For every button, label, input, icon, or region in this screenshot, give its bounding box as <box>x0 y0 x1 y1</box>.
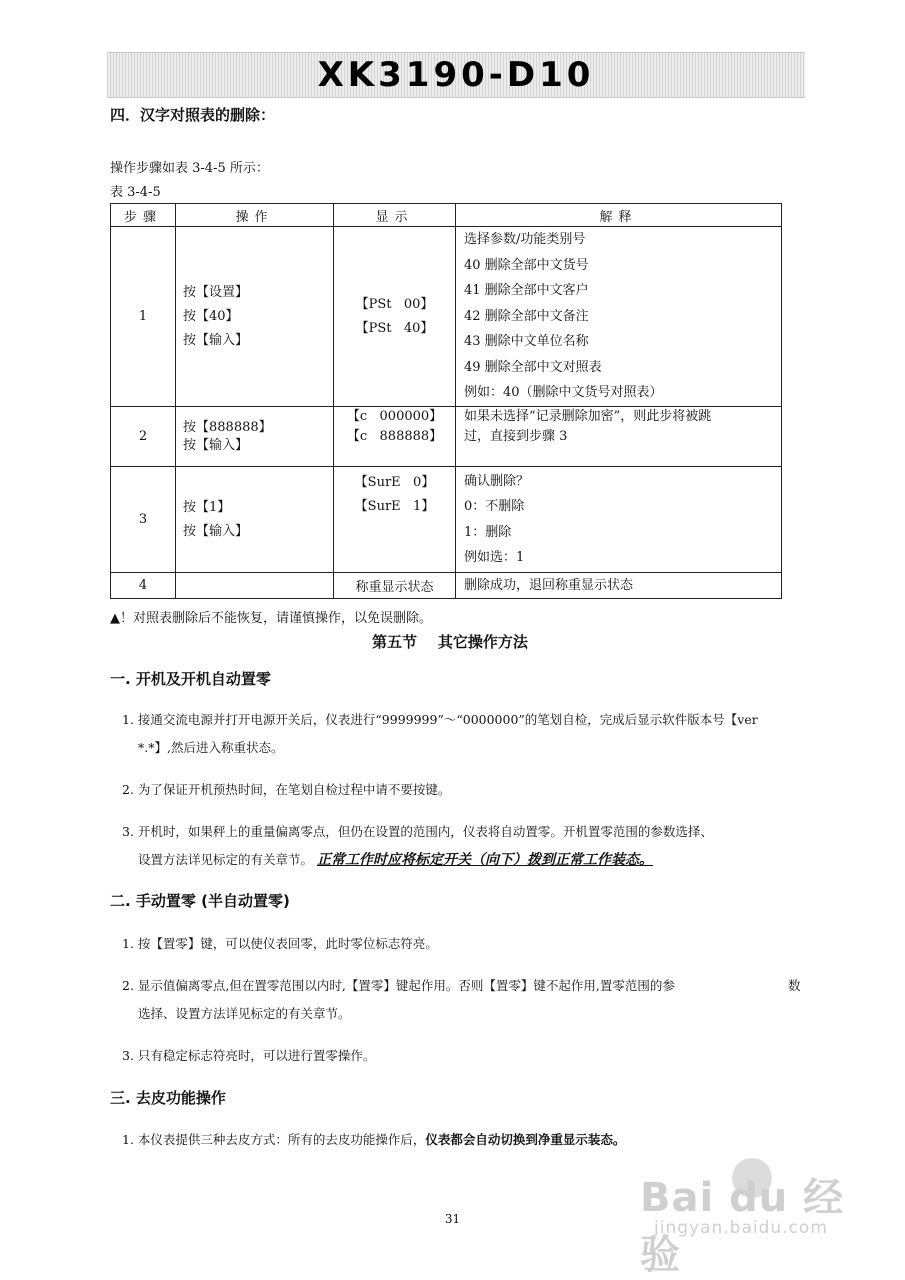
disp-cell <box>334 227 456 407</box>
op-line: 按【输入】 <box>183 523 249 539</box>
table-header-row <box>111 204 782 227</box>
s3-item-1-emphasis: 仪表都会自动切换到净重显示装态。 <box>425 1132 626 1147</box>
section-2-heading: 二. 手动置零 (半自动置零) <box>110 892 290 910</box>
op-cell <box>176 227 334 407</box>
disp-line: 【SurE 0】 <box>354 475 435 490</box>
s1-item-2: 2. 为了保证开机预热时间，在笔划自检过程中请不要按键。 <box>122 782 451 797</box>
chapter-title: 第五节 其它操作方法 <box>372 633 528 651</box>
header-exp: 解释 <box>456 204 782 227</box>
step-number: 3 <box>111 467 176 573</box>
section-4-heading: 四．汉字对照表的删除： <box>110 106 276 124</box>
disp-line: 【c 888888】 <box>346 429 443 444</box>
s2-item-2: 2. 显示值偏离零点,但在置零范围以内时,【置零】键起作用。否则【置零】键不起作用,置零范围的参 <box>122 978 675 993</box>
op-cell <box>176 407 334 467</box>
exp-line: 1：删除 <box>464 524 512 540</box>
document-header <box>107 52 805 98</box>
s2-item-2-tail: 数 <box>788 978 801 993</box>
table-caption: 表 3-4-5 <box>110 185 161 200</box>
op-cell <box>176 467 334 573</box>
exp-line: 例如选：1 <box>464 550 525 565</box>
disp-line: 【SurE 1】 <box>354 499 435 514</box>
s3-item-1 <box>122 1130 625 1148</box>
table-row <box>111 227 782 407</box>
section-1-heading: 一. 开机及开机自动置零 <box>110 670 271 688</box>
exp-line: 43 删除中文单位名称 <box>464 334 589 350</box>
s1-item-3-text: 设置方法详见标定的有关章节。 <box>138 852 314 867</box>
step-number: 1 <box>111 227 176 407</box>
disp-cell: 称重显示状态 <box>334 573 456 599</box>
steps-table <box>110 203 782 599</box>
disp-line: 【PSt 40】 <box>355 320 434 336</box>
table-row <box>111 573 782 599</box>
disp-line: 【PSt 00】 <box>355 296 434 312</box>
disp-cell <box>334 467 456 573</box>
exp-line: 41 删除全部中文客户 <box>464 283 589 299</box>
exp-line: 选择参数/功能类别号 <box>464 232 586 248</box>
exp-line: 49 删除全部中文对照表 <box>464 359 602 375</box>
header-op: 操作 <box>176 204 334 227</box>
exp-cell <box>456 227 782 407</box>
header-step: 步骤 <box>111 204 176 227</box>
op-line: 按【1】 <box>183 499 231 515</box>
section-3-heading: 三. 去皮功能操作 <box>110 1089 226 1107</box>
exp-cell <box>456 573 782 599</box>
s1-item-3-cont <box>138 849 653 869</box>
disp-cell <box>334 407 456 467</box>
s1-item-3-emphasis: 正常工作时应将标定开关（向下）拨到正常工作装态。 <box>317 852 653 868</box>
s1-item-3: 3. 开机时，如果秤上的重量偏离零点，但仍在设置的范围内，仪表将自动置零。开机置零范围的参数选择、 <box>122 824 713 839</box>
op-line: 按【输入】 <box>183 437 249 453</box>
section-4-intro: 操作步骤如表 3-4-5 所示： <box>110 161 269 176</box>
warning-note: ▲！对照表删除后不能恢复，请谨慎操作，以免误删除。 <box>110 611 432 626</box>
disp-line: 【c 000000】 <box>346 409 443 424</box>
exp-line: 42 删除全部中文备注 <box>464 308 589 324</box>
op-line: 按【40】 <box>183 308 239 324</box>
s2-item-2-cont: 选择、设置方法详见标定的有关章节。 <box>138 1006 351 1021</box>
header-disp: 显示 <box>334 204 456 227</box>
exp-cell <box>456 407 782 467</box>
s1-item-1: 1. 接通交流电源并打开电源开关后，仪表进行“9999999”～“0000000”的笔划自检，完成后显示软件版本号【ver <box>122 712 758 727</box>
table-row <box>111 407 782 467</box>
s3-item-1-text: 1. 本仪表提供三种去皮方式：所有的去皮功能操作后， <box>122 1132 426 1147</box>
s2-item-1: 1. 按【置零】键，可以使仪表回零，此时零位标志符亮。 <box>122 936 438 951</box>
op-line: 按【输入】 <box>183 332 249 348</box>
table-row <box>111 467 782 573</box>
exp-line: 40 删除全部中文货号 <box>464 257 589 273</box>
exp-line: 删除成功，退回称重显示状态 <box>464 577 634 593</box>
exp-line: 0：不删除 <box>464 499 525 514</box>
step-number: 2 <box>111 407 176 467</box>
exp-cell <box>456 467 782 573</box>
page-number: 31 <box>444 1212 461 1226</box>
op-cell-empty <box>176 573 334 599</box>
exp-line: 确认删除？ <box>464 473 530 489</box>
s1-item-1-cont: *.*】,然后进入称重状态。 <box>138 740 284 755</box>
document-title: XK3190-D10 <box>317 55 595 95</box>
s2-item-3: 3. 只有稳定标志符亮时，可以进行置零操作。 <box>122 1048 376 1063</box>
step-number: 4 <box>111 573 176 599</box>
op-line: 按【888888】 <box>183 419 272 435</box>
op-line: 按【设置】 <box>183 284 249 300</box>
watermark-url: jingyan.baidu.com <box>654 1218 828 1238</box>
exp-line: 如果未选择“记录删除加密”，则此步将被跳 <box>464 409 712 424</box>
exp-line: 例如：40（删除中文货号对照表） <box>464 385 663 401</box>
watermark-main: Bai du 经验 <box>640 1175 845 1278</box>
exp-line: 过，直接到步骤 3 <box>464 429 568 444</box>
baidu-watermark <box>640 1158 880 1278</box>
